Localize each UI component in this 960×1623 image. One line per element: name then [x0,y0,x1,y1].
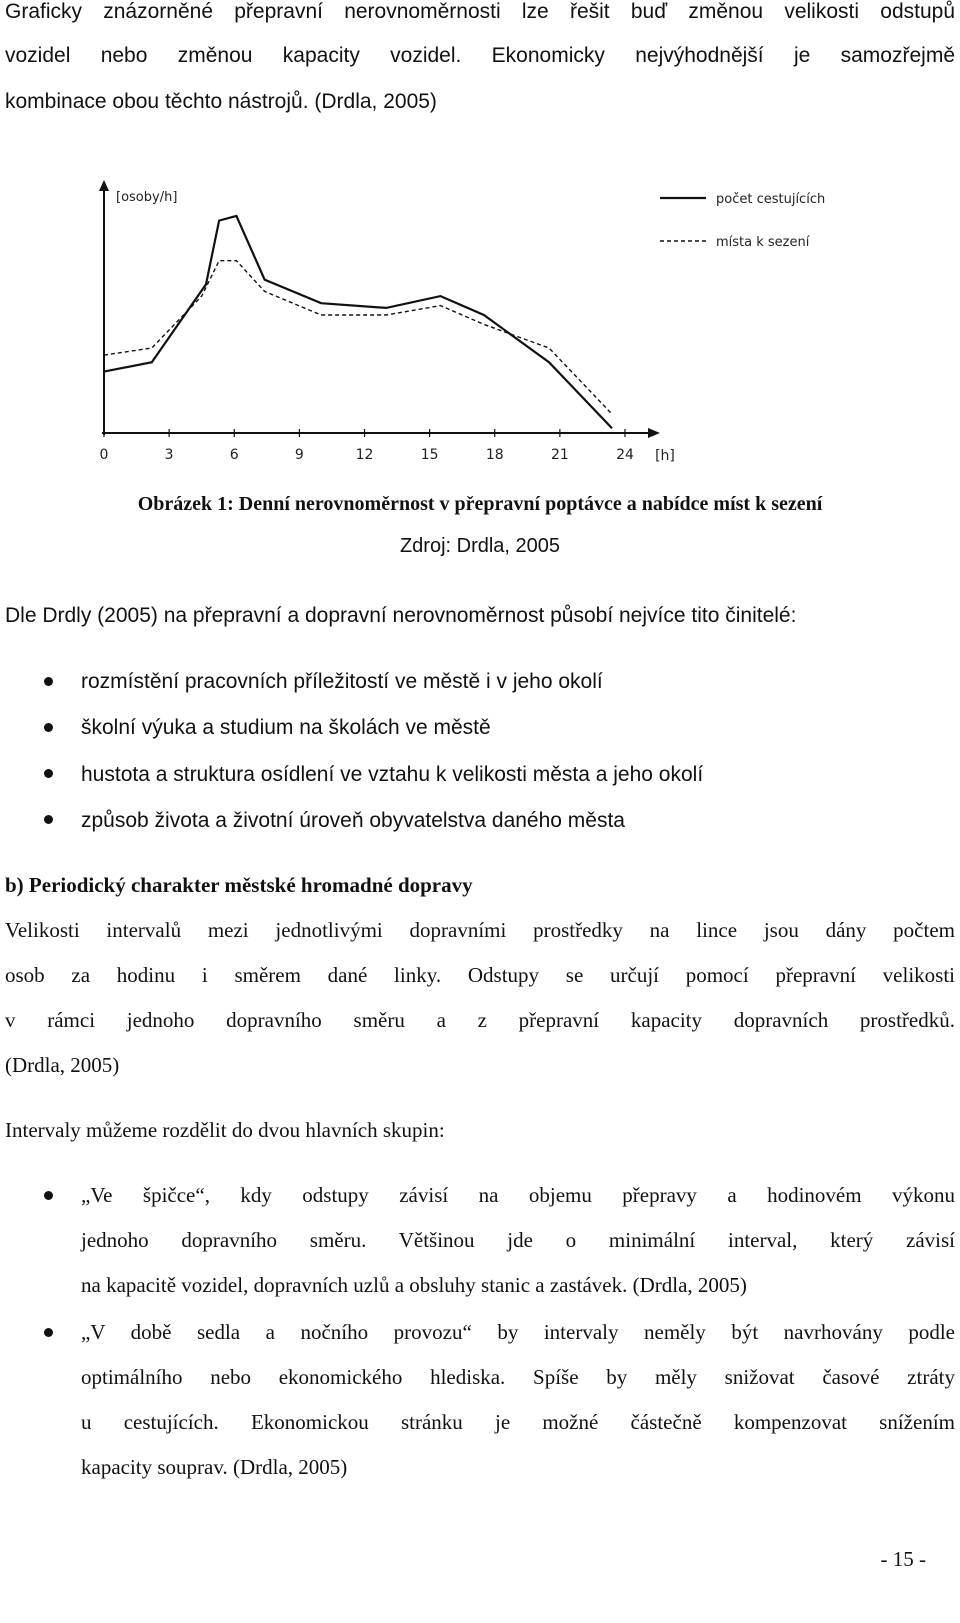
group-2-line-4: kapacity souprav. (Drdla, 2005) [81,1455,348,1479]
group-1-line-1: „Ve špičce“, kdy odstupy závisí na objemu přepravy a hodinovém výkonu [81,1183,955,1207]
intro-line-1: Graficky znázorněné přepravní nerovnoměrnosti lze řešit buď změnou velikosti odstupů [5,0,955,23]
section-b-heading: b) Periodický charakter městské hromadné dopravy [5,873,473,897]
factor-item: způsob života a životní úroveň obyvatelstva daného města [81,809,625,832]
intro-line-2: vozidel nebo změnou kapacity vozidel. Ekonomicky nejvýhodnější je samozřejmě [5,44,955,67]
factors-lead: Dle Drdly (2005) na přepravní a dopravní nerovnoměrnost působí nejvíce tito činitelé: [5,604,797,627]
bullet-icon [44,1328,53,1337]
factor-item: rozmístění pracovních příležitostí ve městě i v jeho okolí [81,670,603,693]
x-tick-label: 15 [420,447,439,463]
legend-label: místa k sezení [716,235,810,250]
x-tick-label: 3 [164,447,174,463]
chart-legend [660,192,825,250]
bullet-icon [44,1191,53,1200]
chart-series [104,216,612,428]
page-number: - 15 - [880,1547,926,1571]
figure-source: Zdroj: Drdla, 2005 [399,535,561,557]
groups-lead: Intervaly můžeme rozdělit do dvou hlavních skupin: [5,1118,445,1142]
group-2-line-2: optimálního nebo ekonomického hlediska. Spíše by měly snižovat časové ztráty [81,1365,955,1389]
group-2-line-1: „V době sedla a nočního provozu“ by intervaly neměly být navrhovány podle [81,1320,955,1344]
section-b-line-1: Velikosti intervalů mezi jednotlivými dopravními prostředky na lince jsou dány počtem [5,918,955,942]
x-tick-label: 0 [99,447,109,463]
bullet-icon [44,815,53,824]
section-b-line-3: v rámci jednoho dopravního směru a z přepravní kapacity dopravních prostředků. [5,1008,955,1032]
factor-item: školní výuka a studium na školách ve městě [81,716,491,739]
bullet-icon [44,677,53,686]
bullet-icon [44,723,53,732]
factor-item: hustota a struktura osídlení ve vztahu k velikosti města a jeho okolí [81,763,704,786]
legend-label: počet cestujících [716,192,826,207]
x-axis-label: [h] [655,448,675,464]
chart-axes [99,180,660,438]
x-tick-label: 21 [550,447,569,463]
series-passengers-line [104,216,612,428]
section-b-line-2: osob za hodinu i směrem dané linky. Odstupy se určují pomocí přepravní velikosti [5,963,955,987]
series-seats-line [104,261,612,414]
x-tick-label: 12 [355,447,374,463]
line-chart [80,175,826,490]
intro-line-3: kombinace obou těchto nástrojů. (Drdla, 2005) [5,90,437,113]
x-tick-label: 18 [485,447,504,463]
x-axis-arrow [648,428,660,438]
bullet-icon [44,769,53,778]
chart-ticks [100,429,675,464]
x-tick-label: 6 [229,447,239,463]
section-b-line-4: (Drdla, 2005) [5,1053,120,1077]
x-tick-label: 9 [294,447,304,463]
y-axis-arrow [99,180,109,191]
group-1-line-2: jednoho dopravního směru. Většinou jde o minimální interval, který závisí [81,1228,955,1252]
group-2-line-3: u cestujících. Ekonomickou stránku je možné částečně kompenzovat snížením [81,1410,955,1434]
group-1-line-3: na kapacitě vozidel, dopravních uzlů a obsluhy stanic a zastávek. (Drdla, 2005) [81,1273,747,1297]
y-axis-label: [osoby/h] [116,190,178,205]
x-tick-label: 24 [616,447,634,463]
figure-caption: Obrázek 1: Denní nerovnoměrnost v přepravní poptávce a nabídce míst k sezení [137,493,823,515]
